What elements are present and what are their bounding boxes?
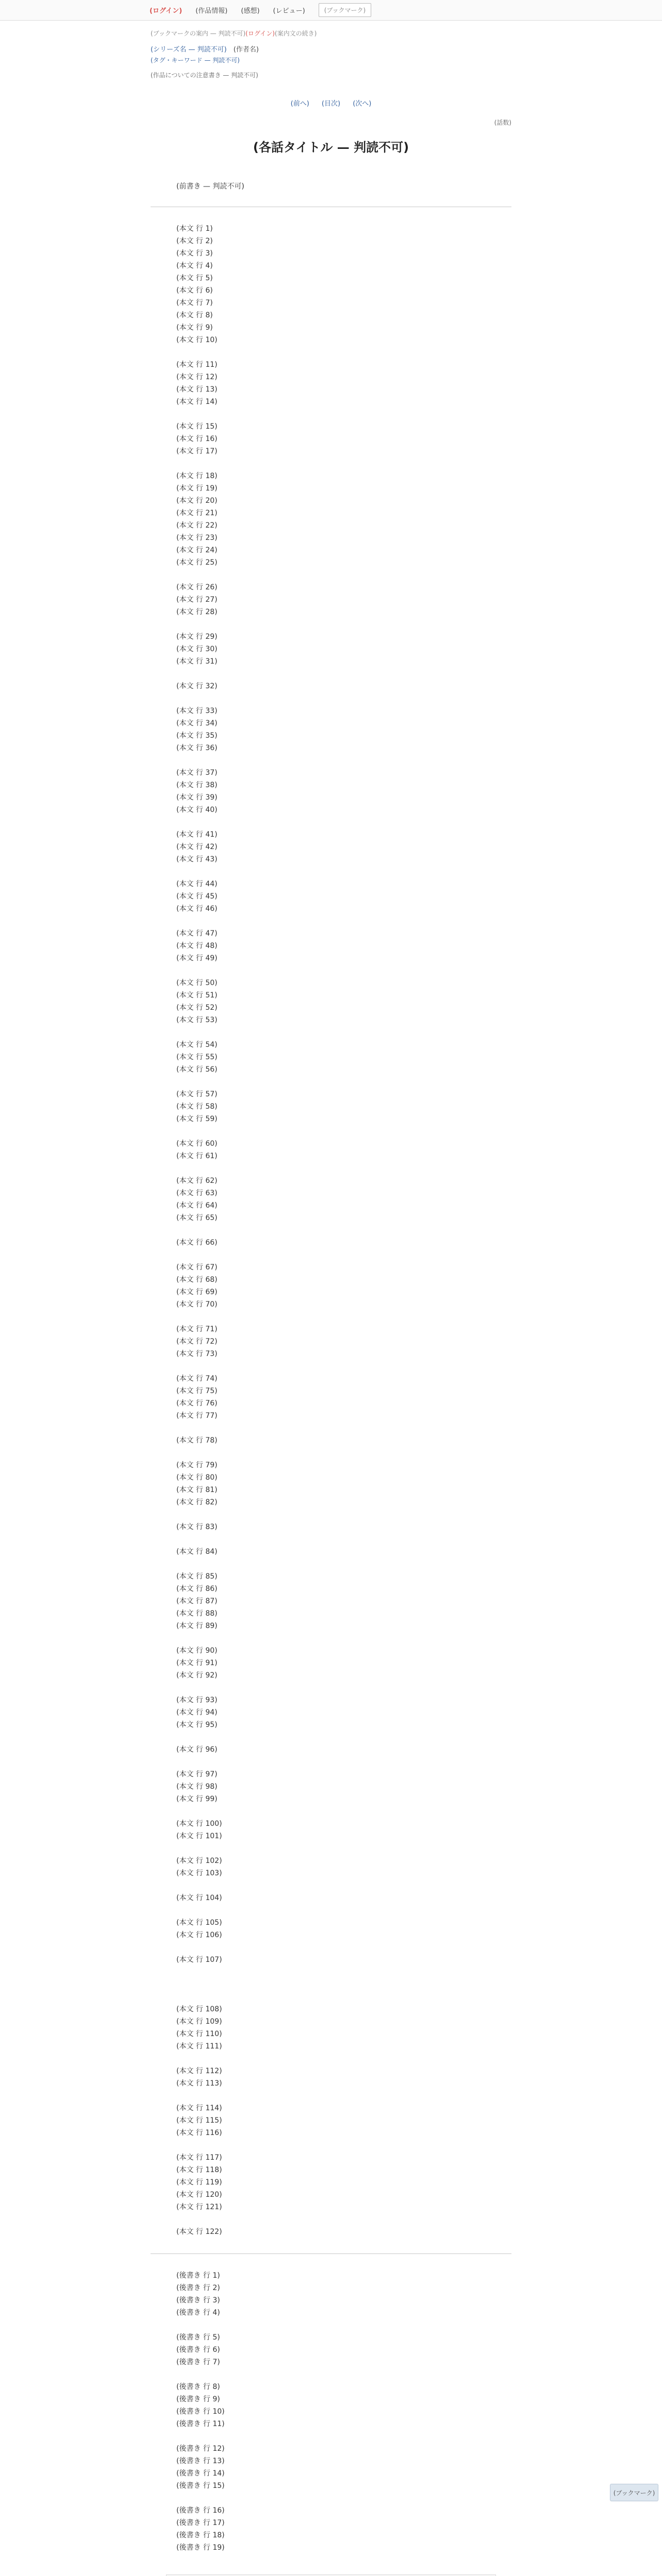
notice-text-end: (案内文の続き) <box>274 30 317 37</box>
body-paragraph: (本文 行 7) <box>176 299 213 307</box>
body-paragraph: (本文 行 72) <box>176 1337 218 1346</box>
series-note: (作品についての注意書き — 判読不可) <box>151 72 258 79</box>
body-paragraph: (本文 行 53) <box>176 1016 218 1024</box>
body-paragraph: (本文 行 115) <box>176 2116 222 2125</box>
body-paragraph <box>176 1447 486 1459</box>
body-paragraph: (本文 行 96) <box>176 1745 218 1754</box>
body-paragraph: (本文 行 44) <box>176 880 218 888</box>
afterword-paragraph: (後書き 行 11) <box>176 2420 225 2428</box>
body-paragraph: (本文 行 40) <box>176 806 218 814</box>
body-paragraph: (本文 行 39) <box>176 793 218 802</box>
body-paragraph: (本文 行 88) <box>176 1609 218 1618</box>
body-paragraph <box>176 1904 486 1917</box>
body-paragraph: (本文 行 8) <box>176 311 213 319</box>
body-paragraph <box>176 618 486 631</box>
prev-link[interactable]: (前へ) <box>290 100 309 108</box>
body-paragraph: (本文 行 45) <box>176 892 218 901</box>
body-paragraph: (本文 行 103) <box>176 1869 222 1877</box>
nav-link-review[interactable]: (レビュー) <box>273 7 305 15</box>
author-name[interactable]: (作者名) <box>233 46 259 54</box>
body-paragraph: (本文 行 75) <box>176 1387 218 1395</box>
body-paragraph: (本文 行 83) <box>176 1523 218 1531</box>
body-paragraph <box>176 1026 486 1039</box>
body-paragraph: (本文 行 57) <box>176 1090 218 1098</box>
body-paragraph <box>176 1224 486 1236</box>
body-paragraph: (本文 行 107) <box>176 1956 222 1964</box>
body-paragraph: (本文 行 18) <box>176 472 218 480</box>
body-paragraph <box>176 1533 486 1546</box>
login-link[interactable]: (ログイン) <box>150 7 183 15</box>
body-paragraph <box>176 1682 486 1694</box>
top-navigation <box>0 0 662 21</box>
body-paragraph <box>176 1978 486 1991</box>
preface: (前書き — 判読不可) <box>176 182 244 191</box>
body-paragraph: (本文 行 28) <box>176 608 218 616</box>
afterword-paragraph: (後書き 行 13) <box>176 2457 225 2465</box>
afterword-paragraph: (後書き 行 9) <box>176 2395 220 2403</box>
body-paragraph: (本文 行 74) <box>176 1375 218 1383</box>
next-link[interactable]: (次へ) <box>353 100 372 108</box>
series-title-link[interactable]: (シリーズ名 — 判読不可) <box>151 46 227 54</box>
body-paragraph: (本文 行 109) <box>176 2018 222 2026</box>
body-paragraph: (本文 行 4) <box>176 262 213 270</box>
body-paragraph: (本文 行 85) <box>176 1572 218 1581</box>
afterword-paragraph: (後書き 行 10) <box>176 2408 225 2416</box>
afterword-paragraph: (後書き 行 15) <box>176 2482 225 2490</box>
body-paragraph <box>176 964 486 977</box>
afterword-paragraph: (後書き 行 16) <box>176 2506 225 2515</box>
body-paragraph <box>176 1422 486 1434</box>
body-paragraph: (本文 行 56) <box>176 1065 218 1074</box>
body-paragraph: (本文 行 19) <box>176 484 218 493</box>
body-paragraph: (本文 行 87) <box>176 1597 218 1605</box>
afterword-paragraph: (後書き 行 19) <box>176 2544 225 2552</box>
afterword-paragraph: (後書き 行 7) <box>176 2358 220 2366</box>
divider <box>151 2253 511 2254</box>
nav-link-info[interactable]: (作品情報) <box>195 7 228 15</box>
body-paragraph: (本文 行 112) <box>176 2067 222 2075</box>
afterword-paragraph: (後書き 行 12) <box>176 2445 225 2453</box>
body-paragraph <box>176 1311 486 1323</box>
body-paragraph <box>176 1879 486 1892</box>
body-paragraph: (本文 行 10) <box>176 336 218 344</box>
body-paragraph: (本文 行 100) <box>176 1820 222 1828</box>
body-paragraph: (本文 行 29) <box>176 633 218 641</box>
series-tags[interactable]: (タグ・キーワード — 判読不可) <box>151 57 240 64</box>
body-paragraph: (本文 行 121) <box>176 2203 222 2211</box>
body-paragraph <box>176 668 486 680</box>
body-paragraph: (本文 行 118) <box>176 2166 222 2174</box>
body-paragraph: (本文 行 86) <box>176 1585 218 1593</box>
body-paragraph: (本文 行 64) <box>176 1201 218 1210</box>
body-paragraph <box>176 1731 486 1743</box>
afterword-paragraph: (後書き 行 17) <box>176 2519 225 2527</box>
body-paragraph: (本文 行 21) <box>176 509 218 517</box>
body-paragraph: (本文 行 113) <box>176 2079 222 2088</box>
body-paragraph <box>176 1632 486 1645</box>
body-paragraph <box>176 1558 486 1570</box>
body-paragraph: (本文 行 97) <box>176 1770 218 1778</box>
body-paragraph: (本文 行 36) <box>176 744 218 752</box>
body-paragraph: (本文 行 90) <box>176 1647 218 1655</box>
body-paragraph <box>176 2213 486 2226</box>
body-paragraph: (本文 行 93) <box>176 1696 218 1704</box>
body-paragraph: (本文 行 13) <box>176 385 218 394</box>
body-paragraph: (本文 行 69) <box>176 1288 218 1296</box>
novel-body <box>151 223 511 2238</box>
body-paragraph: (本文 行 92) <box>176 1671 218 1680</box>
notice-login-link[interactable]: (ログイン) <box>245 30 275 37</box>
body-paragraph <box>176 569 486 581</box>
body-paragraph <box>176 915 486 927</box>
body-paragraph: (本文 行 43) <box>176 855 218 863</box>
body-paragraph: (本文 行 34) <box>176 719 218 727</box>
body-paragraph: (本文 行 110) <box>176 2030 222 2038</box>
body-paragraph: (本文 行 104) <box>176 1894 222 1902</box>
body-paragraph: (本文 行 58) <box>176 1103 218 1111</box>
afterword-paragraph <box>176 2492 486 2504</box>
afterword-paragraph <box>176 2319 486 2331</box>
body-paragraph: (本文 行 77) <box>176 1412 218 1420</box>
body-paragraph: (本文 行 9) <box>176 324 213 332</box>
body-paragraph: (本文 行 5) <box>176 274 213 282</box>
body-paragraph: (本文 行 95) <box>176 1721 218 1729</box>
body-paragraph: (本文 行 68) <box>176 1276 218 1284</box>
body-paragraph: (本文 行 23) <box>176 534 218 542</box>
body-paragraph: (本文 行 35) <box>176 732 218 740</box>
body-paragraph: (本文 行 80) <box>176 1473 218 1482</box>
body-paragraph: (本文 行 41) <box>176 831 218 839</box>
afterword-paragraph <box>176 2430 486 2443</box>
body-paragraph <box>176 1842 486 1855</box>
body-paragraph: (本文 行 78) <box>176 1436 218 1445</box>
body-paragraph: (本文 行 47) <box>176 929 218 938</box>
bookmark-button[interactable]: (ブックマーク) <box>319 3 372 17</box>
afterword-paragraph: (後書き 行 1) <box>176 2272 220 2280</box>
body-paragraph: (本文 行 98) <box>176 1783 218 1791</box>
body-paragraph: (本文 行 81) <box>176 1486 218 1494</box>
body-paragraph: (本文 行 70) <box>176 1300 218 1309</box>
body-paragraph: (本文 行 82) <box>176 1498 218 1506</box>
body-paragraph <box>176 692 486 705</box>
body-paragraph: (本文 行 42) <box>176 843 218 851</box>
series-info <box>151 45 511 65</box>
body-paragraph: (本文 行 89) <box>176 1622 218 1630</box>
body-paragraph: (本文 行 52) <box>176 1004 218 1012</box>
afterword-paragraph: (後書き 行 2) <box>176 2284 220 2292</box>
body-paragraph: (本文 行 30) <box>176 645 218 653</box>
body-paragraph: (本文 行 65) <box>176 1214 218 1222</box>
afterword-paragraph: (後書き 行 6) <box>176 2346 220 2354</box>
body-paragraph: (本文 行 119) <box>176 2178 222 2187</box>
afterword-paragraph: (後書き 行 4) <box>176 2309 220 2317</box>
body-paragraph: (本文 行 66) <box>176 1239 218 1247</box>
afterword-paragraph <box>176 2368 486 2381</box>
body-paragraph <box>176 1076 486 1088</box>
body-paragraph: (本文 行 38) <box>176 781 218 789</box>
body-paragraph: (本文 行 108) <box>176 2005 222 2013</box>
body-paragraph <box>176 2053 486 2065</box>
body-paragraph: (本文 行 11) <box>176 361 218 369</box>
body-paragraph: (本文 行 59) <box>176 1115 218 1123</box>
body-paragraph <box>176 1360 486 1372</box>
body-paragraph: (本文 行 14) <box>176 398 218 406</box>
body-paragraph: (本文 行 61) <box>176 1152 218 1160</box>
body-paragraph: (本文 行 15) <box>176 422 218 431</box>
body-paragraph: (本文 行 20) <box>176 497 218 505</box>
bookmark-notice <box>151 29 511 38</box>
body-paragraph: (本文 行 2) <box>176 237 213 245</box>
body-paragraph: (本文 行 54) <box>176 1041 218 1049</box>
body-paragraph: (本文 行 67) <box>176 1263 218 1272</box>
body-paragraph <box>176 1509 486 1521</box>
body-paragraph <box>176 1125 486 1138</box>
body-paragraph: (本文 行 17) <box>176 447 218 455</box>
body-paragraph <box>176 1966 486 1978</box>
body-paragraph: (本文 行 3) <box>176 249 213 258</box>
body-paragraph: (本文 行 33) <box>176 707 218 715</box>
body-paragraph: (本文 行 63) <box>176 1189 218 1197</box>
body-paragraph <box>176 2139 486 2151</box>
body-paragraph: (本文 行 48) <box>176 942 218 950</box>
body-paragraph: (本文 行 26) <box>176 583 218 591</box>
body-paragraph <box>176 754 486 767</box>
body-paragraph: (本文 行 111) <box>176 2042 222 2050</box>
body-paragraph <box>176 1991 486 2003</box>
body-paragraph <box>176 816 486 828</box>
notice-text: (ブックマークの案内 — 判読不可) <box>151 30 246 37</box>
floating-bookmark-tag[interactable]: (ブックマーク) <box>610 2484 658 2501</box>
index-link[interactable]: (目次) <box>321 100 341 108</box>
body-paragraph: (本文 行 60) <box>176 1140 218 1148</box>
body-paragraph <box>176 1756 486 1768</box>
chapter-title: (各話タイトル — 判読不可) <box>253 140 409 155</box>
body-paragraph: (本文 行 55) <box>176 1053 218 1061</box>
body-paragraph <box>176 346 486 359</box>
body-paragraph: (本文 行 106) <box>176 1931 222 1939</box>
body-paragraph: (本文 行 71) <box>176 1325 218 1333</box>
chapter-number: (話数) <box>494 119 511 126</box>
body-paragraph: (本文 行 46) <box>176 905 218 913</box>
afterword <box>151 2269 511 2554</box>
main-column <box>151 29 655 2576</box>
body-paragraph <box>176 457 486 470</box>
body-paragraph <box>176 866 486 878</box>
body-paragraph: (本文 行 6) <box>176 286 213 295</box>
afterword-paragraph: (後書き 行 3) <box>176 2296 220 2304</box>
nav-link-comments[interactable]: (感想) <box>241 7 260 15</box>
body-paragraph: (本文 行 105) <box>176 1919 222 1927</box>
body-paragraph: (本文 行 116) <box>176 2129 222 2137</box>
body-paragraph: (本文 行 49) <box>176 954 218 962</box>
body-paragraph: (本文 行 101) <box>176 1832 222 1840</box>
body-paragraph: (本文 行 117) <box>176 2154 222 2162</box>
body-paragraph <box>176 1162 486 1175</box>
body-paragraph: (本文 行 120) <box>176 2191 222 2199</box>
body-paragraph: (本文 行 37) <box>176 769 218 777</box>
body-paragraph: (本文 行 50) <box>176 979 218 987</box>
body-paragraph: (本文 行 62) <box>176 1177 218 1185</box>
body-paragraph <box>176 1941 486 1954</box>
body-paragraph <box>176 1805 486 1818</box>
body-paragraph: (本文 行 16) <box>176 435 218 443</box>
afterword-paragraph: (後書き 行 5) <box>176 2333 220 2342</box>
body-paragraph: (本文 行 73) <box>176 1350 218 1358</box>
body-paragraph: (本文 行 12) <box>176 373 218 381</box>
body-paragraph: (本文 行 27) <box>176 596 218 604</box>
afterword-paragraph: (後書き 行 18) <box>176 2531 225 2539</box>
body-paragraph: (本文 行 84) <box>176 1548 218 1556</box>
body-paragraph: (本文 行 76) <box>176 1399 218 1408</box>
body-paragraph <box>176 1249 486 1261</box>
body-paragraph: (本文 行 51) <box>176 991 218 999</box>
afterword-paragraph: (後書き 行 8) <box>176 2383 220 2391</box>
body-paragraph <box>176 2090 486 2102</box>
body-paragraph: (本文 行 91) <box>176 1659 218 1667</box>
body-paragraph: (本文 行 114) <box>176 2104 222 2112</box>
body-paragraph: (本文 行 94) <box>176 1708 218 1717</box>
body-paragraph: (本文 行 122) <box>176 2228 222 2236</box>
body-paragraph: (本文 行 22) <box>176 521 218 530</box>
body-paragraph: (本文 行 99) <box>176 1795 218 1803</box>
body-paragraph: (本文 行 32) <box>176 682 218 690</box>
pager-top <box>151 98 511 108</box>
body-paragraph: (本文 行 79) <box>176 1461 218 1469</box>
body-paragraph: (本文 行 102) <box>176 1857 222 1865</box>
body-paragraph <box>176 408 486 420</box>
afterword-paragraph: (後書き 行 14) <box>176 2469 225 2478</box>
body-paragraph: (本文 行 25) <box>176 558 218 567</box>
body-paragraph: (本文 行 31) <box>176 657 218 666</box>
body-paragraph: (本文 行 24) <box>176 546 218 554</box>
body-paragraph: (本文 行 1) <box>176 225 213 233</box>
